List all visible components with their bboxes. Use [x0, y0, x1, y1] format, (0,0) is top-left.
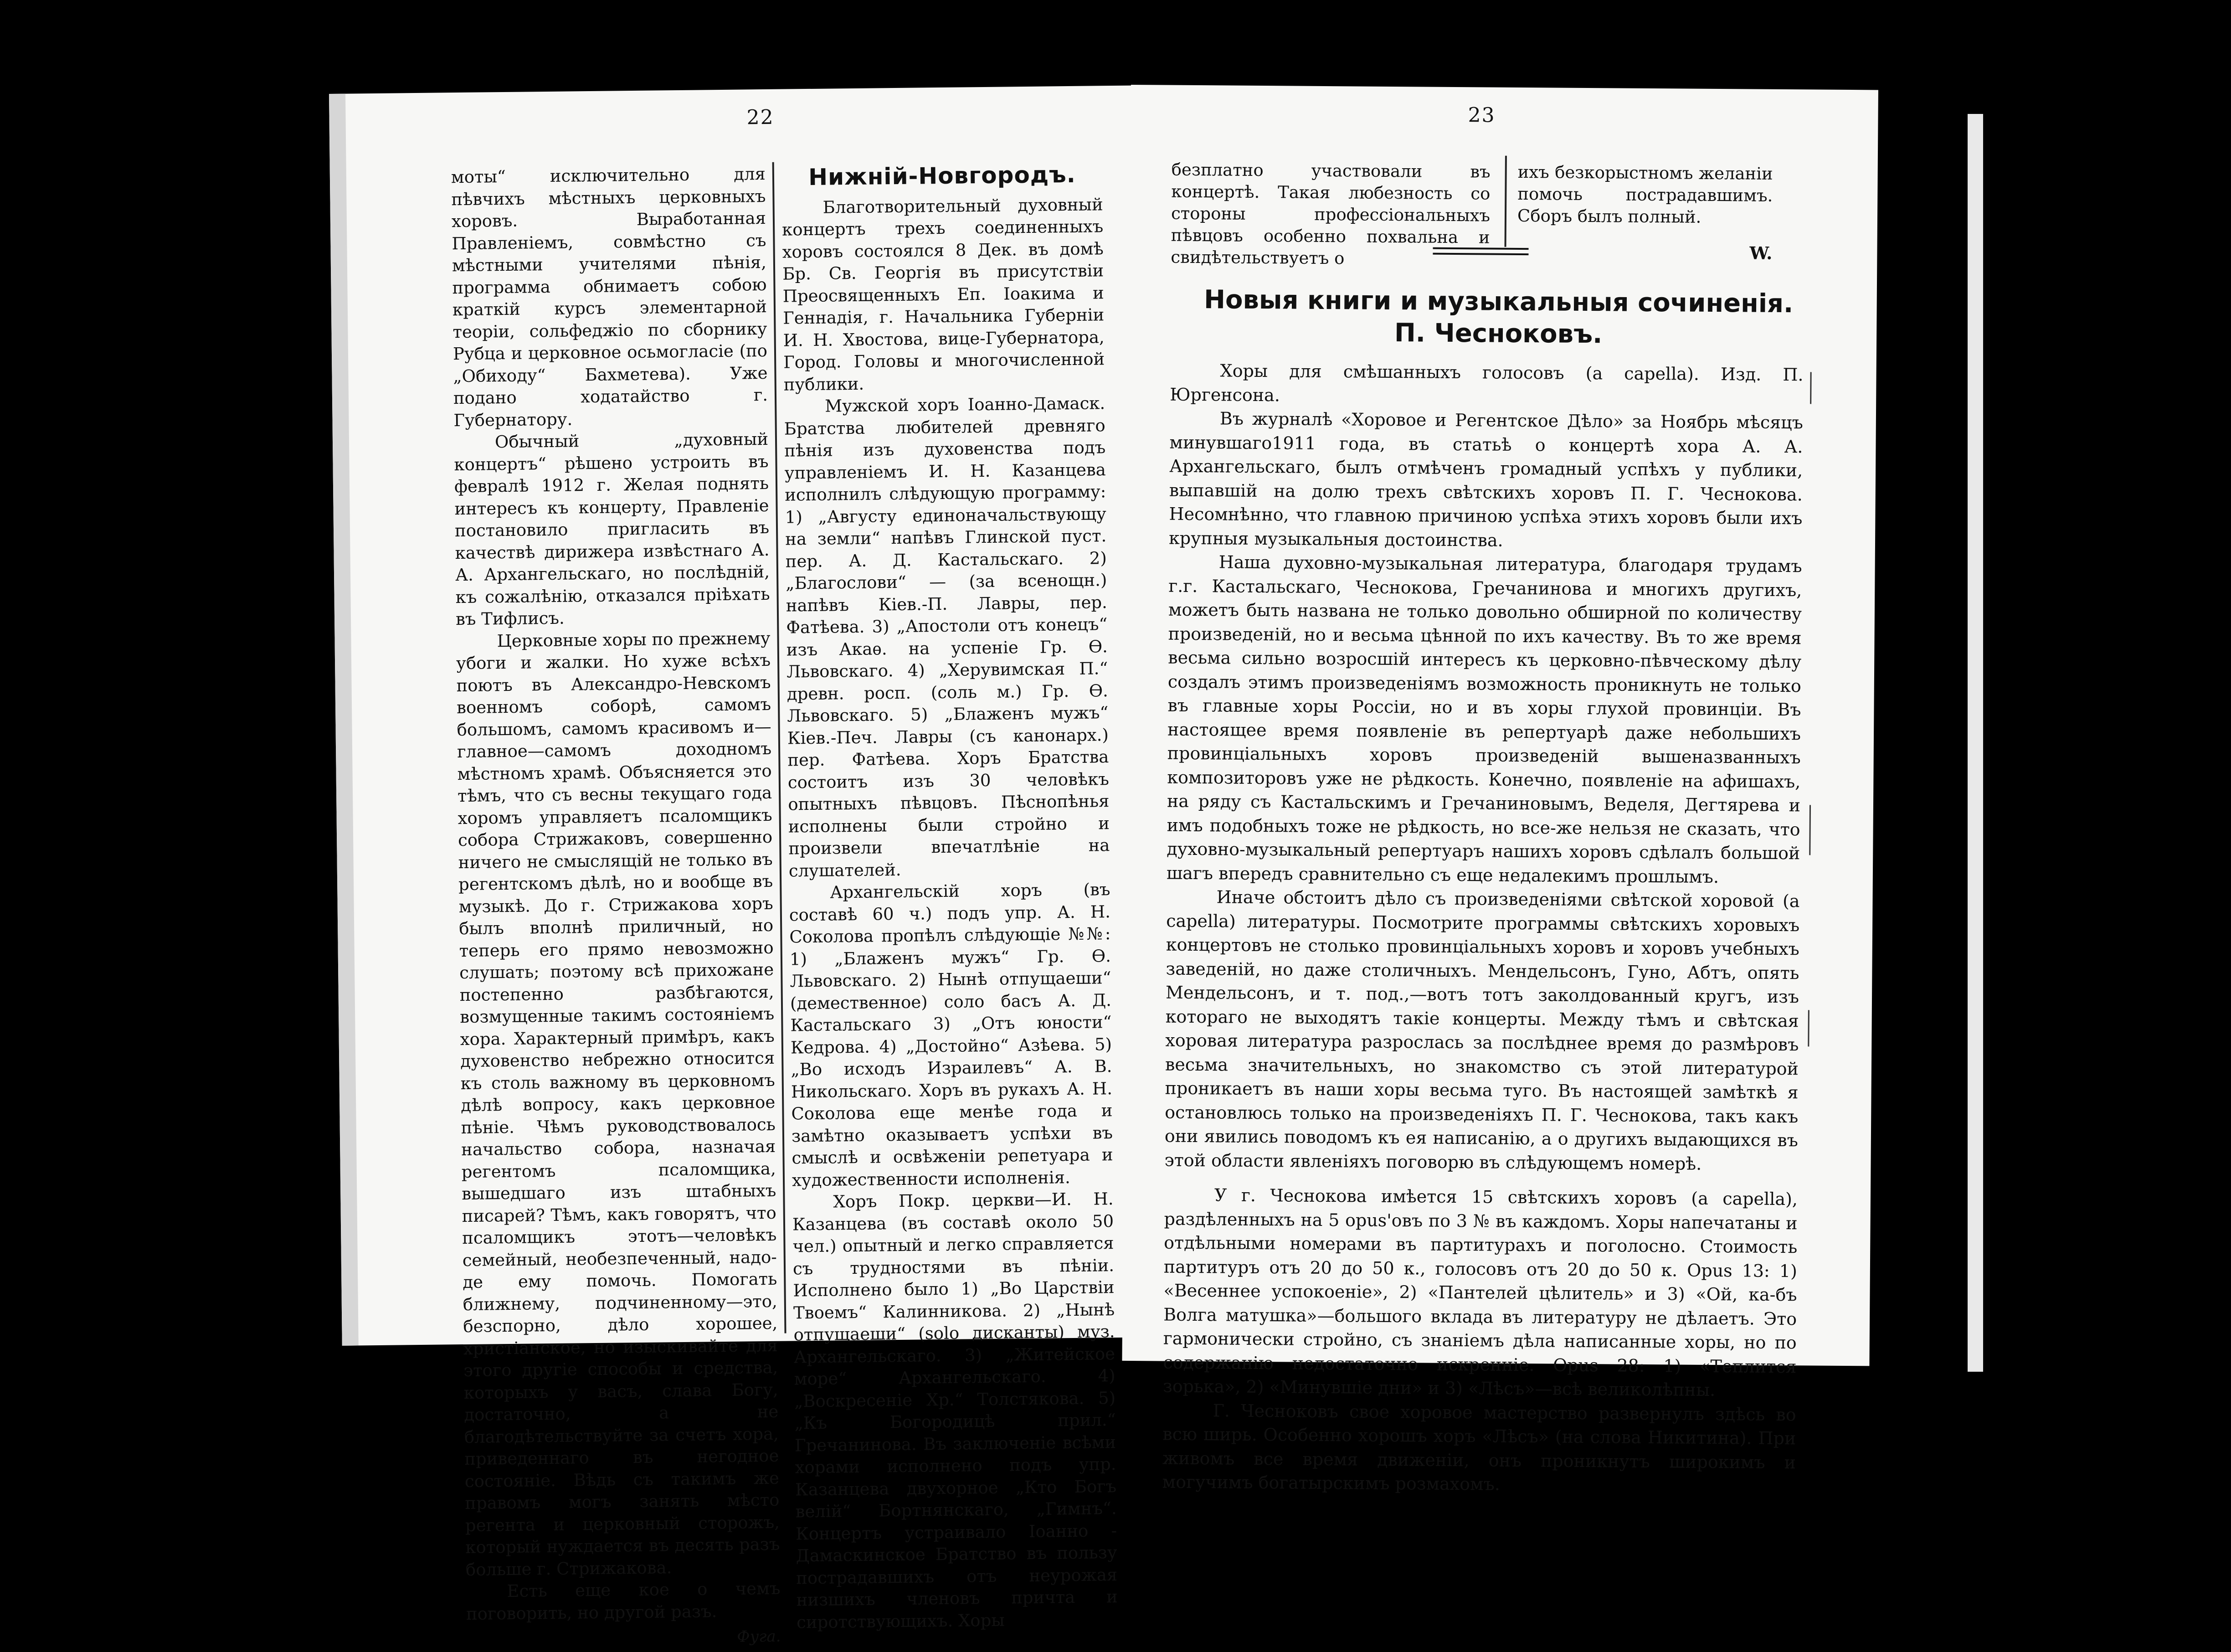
margin-mark: [1809, 805, 1811, 855]
continued-text-right: [1517, 161, 1773, 264]
paragraph: Есть еще кое о чемъ поговорить, но другой разъ.: [466, 1578, 781, 1624]
paragraph: Благотворительный духовный концертъ трехъ соединенныхъ хоровъ состоялся 8 Дек. въ домѣ Бр. Св. Георгія въ присутствіи Преосвященныхъ Еп. Іоакима и Геннадія, г. Начальника Губерніи И. Н. Хвостова, вице-Губернатора, Город. Головы и многочисленной публики.: [781, 194, 1105, 395]
paragraph: Церковные хоры по прежнему убоги и жалки. Но хуже всѣхъ поютъ въ Александро-Невскомъ военномъ соборѣ, самомъ большомъ, самомъ красивомъ и—главное—самомъ доходномъ мѣстномъ храмѣ. Объясняется это тѣмъ, что съ весны текущаго года хоромъ управляетъ псаломщикъ собора Стрижаковъ, совершенно ничего не смыслящій не только въ регентскомъ дѣлѣ, но и вообще въ музыкѣ. До г. Стрижакова хоръ былъ вполнѣ приличный, но теперь его прямо невозможно слушать; поэтому всѣ прихожане постепенно разбѣгаются, возмущенные такимъ состояніемъ хора. Характерный примѣръ, какъ духовенство небрежно относится къ столь важному въ церковномъ дѣлѣ вопросу, какъ церковное пѣніе. Чѣмъ руководствовалось начальство собора, назначая регентомъ псаломщика, вышедшаго изъ штабныхъ писарей? Тѣмъ, какъ говорятъ, что псаломщикъ этотъ—человѣкъ семейный, необезпеченный, надо-де ему помочь. Помогать ближнему, подчиненному—это, безспорно, дѣло хорошее, христіанское, но изыскивайте для этого другіе способы и средства, которыхъ у васъ, слава Богу, достаточно, а не благодѣтельствуйте за счетъ хора, приведеннаго въ негодное состояніе. Вѣдь съ такимъ же правомъ могъ занять мѣсто регента и церковный сторожъ, который нуждается въ десять разъ больше г. Стрижакова.: [456, 628, 780, 1580]
page-number: 23: [1468, 103, 1496, 127]
article-body: [1162, 359, 1803, 1498]
paragraph: Обычный „духовный концертъ“ рѣшено устроить въ февралѣ 1912 г. Желая поднять интересъ къ концерту, Правленіе постановило пригласить въ качествѣ дирижера извѣстнаго А. А. Архангельскаго, но послѣдній, къ сожалѣнію, отказался пріѣхать въ Тифлисъ.: [454, 429, 770, 629]
page-number: 22: [746, 105, 774, 129]
paragraph: Наша духовно-музыкальная литература, благодаря трудамъ г.г. Кастальскаго, Чеснокова, Гречанинова и многихъ другихъ, можетъ быть названа не только довольно обширной по количеству произведеній, но и весьма цѣнной по ихъ качеству. Въ то же время весьма сильно возросшій интересъ къ церковно-пѣвческому дѣлу создалъ этимъ произведеніямъ возможность проникнуть не только въ главные хоры Россіи, но и въ хоры глухой провинціи. Въ настоящее время появленіе въ репертуарѣ даже небольшихъ провинціальныхъ хоровъ произведеній вышеназванныхъ композиторовъ уже не рѣдкость. Конечно, появленіе на афишахъ, на ряду съ Кастальскимъ и Гречаниновымъ, Веделя, Дегтярева и имъ подобныхъ тоже не рѣдкость, но все-же нельзя не сказать, что духовно-музыкальный репертуаръ нашихъ хоровъ сдѣлалъ большой шагъ впередъ сравнительно съ еще недалекимъ прошлымъ.: [1166, 552, 1802, 887]
signature: Фуга.: [737, 1627, 781, 1646]
paragraph: Въ журналѣ «Хоровое и Регентское Дѣло» за Ноябрь мѣсяцъ минувшаго1911 года, въ статьѣ о концертѣ хора А. А. Архангельскаго, былъ отмѣченъ громадный успѣхъ у публики, выпавшій на долю трехъ свѣтскихъ хоровъ П. Г. Чеснокова. Несомнѣнно, что главною причиною успѣха этихъ хоровъ были ихъ крупныя музыкальныя достоинства.: [1168, 408, 1804, 551]
paragraph: моты“ исключительно для пѣвчихъ мѣстныхъ церковныхъ хоровъ. Выработанная Правленіемъ, совмѣстно съ мѣстными учителями пѣнія, программа обнимаетъ собою краткій курсъ элементарной теоріи, сольфеджіо по сборнику Рубца и церковное осьмогласіе (по „Обиходу“ Бахметева). Уже подано ходатайство г. Губернатору.: [451, 164, 768, 430]
continued-text-left: безплатно участвовали въ концертѣ. Такая любезность со стороны профессіональныхъ пѣвцовъ особенно похвальна и свидѣтельствуетъ о: [1171, 160, 1491, 268]
left-column-1: [451, 163, 781, 1651]
left-column-2: [781, 160, 1118, 1633]
title-line: Новыя книги и музыкальныя сочиненія.: [1203, 285, 1794, 319]
paragraph: У г. Чеснокова имѣется 15 свѣтскихъ хоровъ (a capella), раздѣленныхъ на 5 opus'овъ по 3 № въ каждомъ. Хоры напечатаны и отдѣльными номерами въ партитурахъ и поголосно. Стоимость партитуръ отъ 20 до 50 к., голосовъ отъ 20 до 50 к. Opus 13: 1) «Весеннее успокоеніе», 2) «Пантелей цѣлитель» и 3) «Ой, ка-бъ Волга матушка»—большого вклада въ литературу не дѣлаетъ. Это гармонически стройно, съ знаніемъ дѣла написанные хоры, но по содержанію недостаточно искренніе. Opus 28: 1) «Теплится зорька», 2) «Минувшіе дни» и 3) «Лѣсъ»—всѣ великолѣпны.: [1162, 1185, 1798, 1400]
signature: W.: [1749, 242, 1773, 263]
paragraph: Хоръ Покр. церкви—И. Н. Казанцева (въ составѣ около 50 чел.) опытный и легко справляется съ трудностями въ пѣніи. Исполнено было 1) „Во Царствіи Твоемъ“ Калинникова. 2) „Нынѣ отпущаеши“ (solo дисканты) муз. Архангельскаго. 3) „Житейское море“ Архангельскаго. 4) „Воскресеніе Хр.“ Толстякова. 5) „Къ Богородицѣ прил.“ Гречанинова. Въ заключеніе всѣми хорами исполнено подъ упр. Казанцева двухорное „Кто Богъ велій“ Бортнянскаго, „Гимнъ“. Концертъ устраивало Іоанно - Дамаскинское Братство въ пользу пострадавшихъ отъ неурожая низшихъ членовъ причта и сиротствующихъ. Хоры: [792, 1189, 1118, 1632]
paragraph: Г. Чесноковъ свое хоровое мастерство развернулъ здѣсь во всю ширь. Особенно хорошъ хоръ «Лѣсъ» (на слова Никитина). При живомъ все время движеніи, онъ проникнутъ широкимъ и могучимъ богатырскимъ розмахомъ.: [1162, 1400, 1796, 1494]
paragraph: Хоры для смѣшанныхъ голосовъ (a capella). Изд. П. Юргенсона.: [1170, 360, 1804, 405]
title-line: П. Чесноковъ.: [1394, 318, 1603, 350]
left-page: [329, 85, 1160, 1646]
paragraph: Иначе обстоитъ дѣло съ произведеніями свѣтской хоровой (a capella) литературы. Посмотрите программы свѣтскихъ хоровыхъ концертовъ не столько провинціальныхъ хоровъ и хоровъ учебныхъ заведеній, но даже столичныхъ. Мендельсонъ, Гуно, Абтъ, опять Мендельсонъ, и т. под.,—вотъ тотъ заколдованный кругъ, изъ котораго не выходятъ такіе концерты. Между тѣмъ и свѣтская хоровая литература разрослась за послѣднее время до размѣровъ весьма значительныхъ, но знакомство съ этой литературой проникаетъ въ наши хоры весьма туго. Въ настоящей замѣткѣ я остановлюсь только на произведеніяхъ П. Г. Чеснокова, такъ какъ они явились поводомъ къ ея написанію, а о другихъ выдающихся въ этой области явленіяхъ поговорю въ слѣдующемъ номерѣ.: [1164, 887, 1800, 1174]
column-divider: [1505, 156, 1507, 247]
section-title: [1157, 283, 1840, 352]
margin-mark: [1808, 1010, 1809, 1046]
paragraph: ихъ безкорыстномъ желаніи помочь пострадавшимъ. Сборъ былъ полный.: [1517, 162, 1773, 227]
paragraph: Архангельскій хоръ (въ составѣ 60 ч.) подъ упр. А. Н. Соколова пропѣлъ слѣдующіе №№: 1) „Блаженъ мужъ“ Гр. Ѳ. Львовскаго. 2) Нынѣ отпущаеши“ (демественное) соло басъ А. Д. Кастальскаго 3) „Отъ юности“ Кедрова. 4) „Достойно“ Азѣева. 5) „Во исходъ Израилевъ“ А. В. Никольскаго. Хоръ въ рукахъ А. Н. Соколова еще менѣе года и замѣтно оказываетъ успѣхи въ смыслѣ и освѣженіи репетуара и художественности исполненія.: [789, 880, 1113, 1190]
scan-edge-right: [1968, 114, 1983, 1372]
paragraph: Мужской хоръ Іоанно-Дамаск. Братства любителей древняго пѣнія изъ духовенства подъ управленіемъ И. Н. Казанцева исполнилъ слѣдующую программу: 1) „Августу единоначальствующу на земли“ напѣвъ Глинской пуст. пер. А. Д. Кастальскаго. 2) „Благослови“ — (за всенощн.) напѣвъ Кiев.-П. Лавры, пер. Фатѣева. 3) „Апостоли отъ конецъ“ изъ Акаѳ. на успеніе Гр. Ѳ. Львовскаго. 4) „Херувимская П.“ древн. росп. (соль м.) Гр. Ѳ. Львовскаго. 5) „Блаженъ мужъ“ Кіев.-Печ. Лавры (съ канонарх.) пер. Фатѣева. Хоръ Братства состоитъ изъ 30 человѣкъ опытныхъ пѣвцовъ. Пѣснопѣнья исполнены были стройно и произвели впечатлѣніе на слушателей.: [784, 393, 1110, 881]
section-heading: Нижній-Новгородъ.: [808, 161, 1076, 190]
margin-mark: [1810, 372, 1811, 404]
right-page: [1122, 85, 1878, 1494]
